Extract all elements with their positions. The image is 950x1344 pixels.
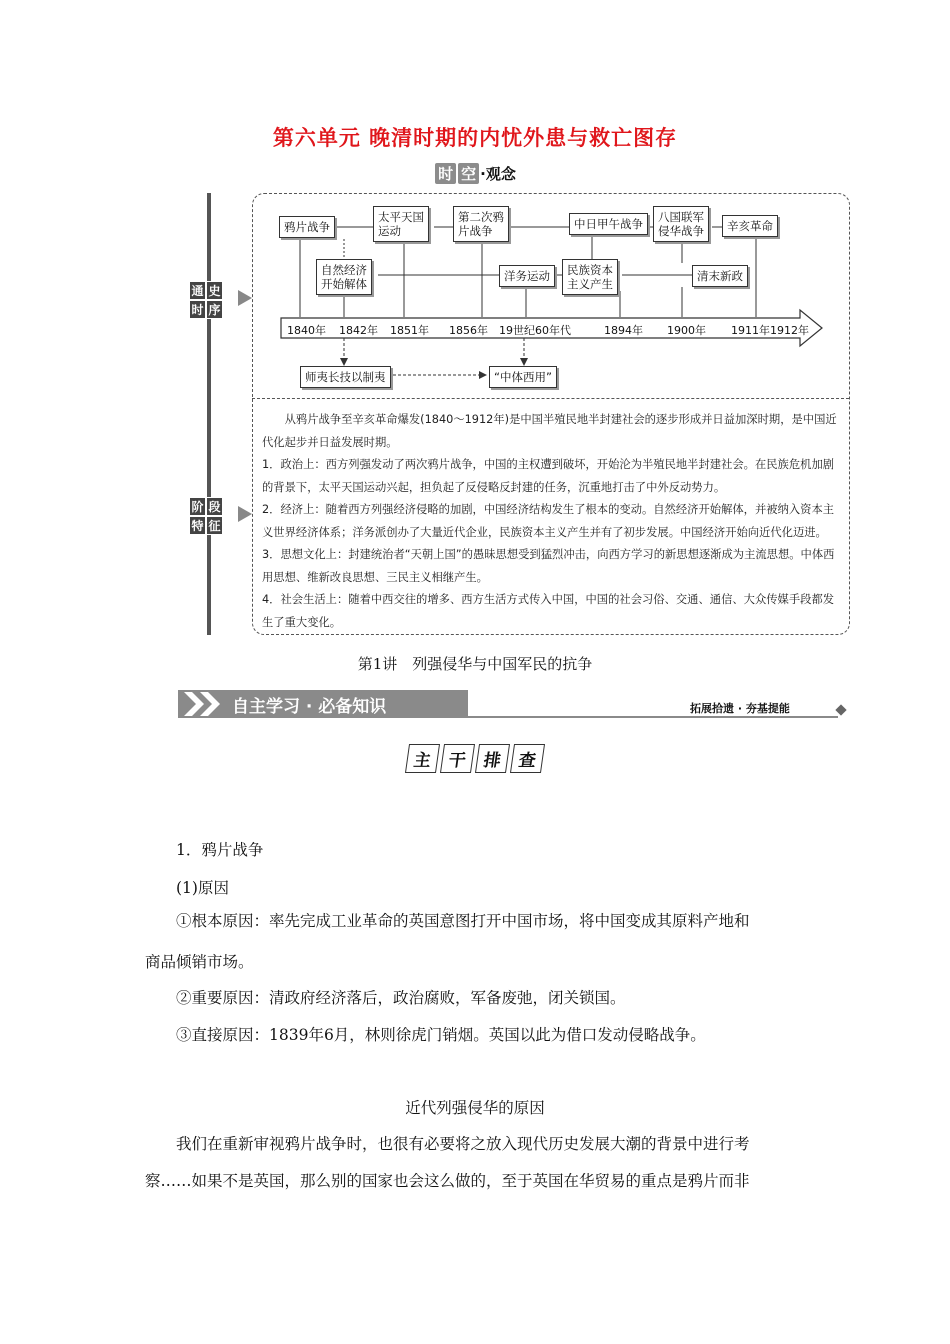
heading-causes: (1)原因 — [176, 879, 229, 897]
event-taiping: 太平天国 运动 — [373, 206, 429, 242]
stage-politics: 1．政治上：西方列强发动了两次鸦片战争，中国的主权遭到破坏，开始沦为半殖民地半封建社会。在民族危机加剧的背景下，太平天国运动兴起，担负起了反侵略反封建的任务，沉重地打击了中外反动势力。 — [262, 458, 835, 494]
material-line-2: 察……如果不是英国，那么别的国家也会这么做的，至于英国在华贸易的重点是鸦片而非 — [145, 1172, 750, 1190]
year-label: 1840年 — [287, 324, 326, 337]
year-label: 1900年 — [667, 324, 706, 337]
event-new-policies: 清末新政 — [692, 265, 748, 287]
heading-char: 主 — [405, 744, 440, 773]
cause-root-cont: 商品倾销市场。 — [145, 953, 254, 971]
banner-right-text: 拓展拾遗 · 夯基提能 — [690, 702, 790, 715]
year-label: 19世纪60年代 — [499, 324, 571, 337]
side-char: 序 — [206, 300, 223, 319]
lecture-title: 第1讲 列强侵华与中国军民的抗争 — [357, 655, 593, 673]
event-learn-from-west: 师夷长技以制夷 — [300, 366, 391, 388]
event-natural-economy: 自然经济 开始解体 — [316, 259, 372, 295]
year-label: 1911年 — [731, 324, 770, 337]
heading-char: 查 — [510, 744, 545, 773]
side-label-tongshi — [189, 281, 223, 315]
panel-divider — [252, 398, 849, 399]
heading-opium-war: 1．鸦片战争 — [176, 841, 264, 859]
side-char: 阶 — [189, 497, 206, 516]
side-char: 征 — [206, 516, 223, 535]
year-label: 1894年 — [604, 324, 643, 337]
event-xinhai: 辛亥革命 — [722, 215, 778, 237]
vertical-bar — [207, 193, 211, 635]
event-eight-nation: 八国联军 侵华战争 — [653, 206, 709, 242]
stage-society: 4．社会生活上：随着中西交往的增多、西方生活方式传入中国，中国的社会习俗、交通、通信、大众传媒手段都发生了重大变化。 — [262, 593, 835, 629]
year-label: 1842年 — [339, 324, 378, 337]
side-char: 特 — [189, 516, 206, 535]
side-char: 段 — [206, 497, 223, 516]
double-chevron-icon — [182, 691, 230, 717]
main-review-heading — [0, 744, 950, 773]
side-char: 时 — [189, 300, 206, 319]
unit-title: 第六单元 晚清时期的内忧外患与救亡图存 — [272, 126, 678, 150]
diamond-icon — [835, 704, 846, 715]
material-title: 近代列强侵华的原因 — [405, 1099, 545, 1117]
bottom-connectors — [330, 338, 530, 368]
heading-char: 干 — [440, 744, 475, 773]
cause-direct: ③直接原因：1839年6月，林则徐虎门销烟。英国以此为借口发动侵略战争。 — [176, 1026, 706, 1044]
banner-underline — [468, 716, 838, 718]
arrow-right-icon — [238, 290, 252, 306]
event-chinese-body-western-use: “中体西用” — [489, 366, 557, 388]
event-sino-japanese-war: 中日甲午战争 — [569, 213, 648, 235]
spacetime-badge — [0, 163, 950, 184]
banner-left-text: 自主学习 · 必备知识 — [232, 697, 387, 717]
heading-char: 排 — [475, 744, 510, 773]
side-char: 通 — [189, 281, 206, 300]
stage-economy: 2．经济上：随着西方列强经济侵略的加剧，中国经济结构发生了根本的变动。自然经济开始解体，并被纳入资本主义世界经济体系；洋务派创办了大量近代企业，民族资本主义产生并有了初步发展。中国经济开始向近代化迈进。 — [262, 503, 835, 539]
cause-important: ②重要原因：清政府经济落后，政治腐败，军备废弛，闭关锁国。 — [176, 989, 626, 1007]
stage-thought: 3．思想文化上：封建统治者“天朝上国”的愚昧思想受到猛烈冲击，向西方学习的新思想逐渐成为主流思想。中体西用思想、维新改良思想、三民主义相继产生。 — [262, 548, 835, 584]
badge-char-1: 时 — [435, 163, 456, 184]
event-second-opium-war: 第二次鸦 片战争 — [453, 206, 509, 242]
material-line-1: 我们在重新审视鸦片战争时，也很有必要将之放入现代历史发展大潮的背景中进行考 — [176, 1135, 750, 1153]
stage-intro: 从鸦片战争至辛亥革命爆发(1840～1912年)是中国半殖民地半封建社会的逐步形成并日益加深时期，是中国近代化起步并日益发展时期。 — [262, 413, 837, 449]
year-label: 1912年 — [770, 324, 809, 337]
badge-rest: ·观念 — [480, 165, 516, 183]
year-label: 1851年 — [390, 324, 429, 337]
arrow-between-ideas — [393, 369, 490, 381]
year-label: 1856年 — [449, 324, 488, 337]
arrow-right-icon — [238, 506, 252, 522]
stage-features-text — [262, 409, 840, 634]
badge-char-2: 空 — [458, 163, 479, 184]
side-char: 史 — [206, 281, 223, 300]
event-opium-war: 鸦片战争 — [279, 216, 335, 238]
side-label-jieduan — [189, 497, 223, 531]
event-westernization: 洋务运动 — [499, 265, 555, 287]
event-national-capitalism: 民族资本 主义产生 — [562, 259, 618, 295]
cause-root: ①根本原因：率先完成工业革命的英国意图打开中国市场，将中国变成其原料产地和 — [176, 912, 750, 930]
